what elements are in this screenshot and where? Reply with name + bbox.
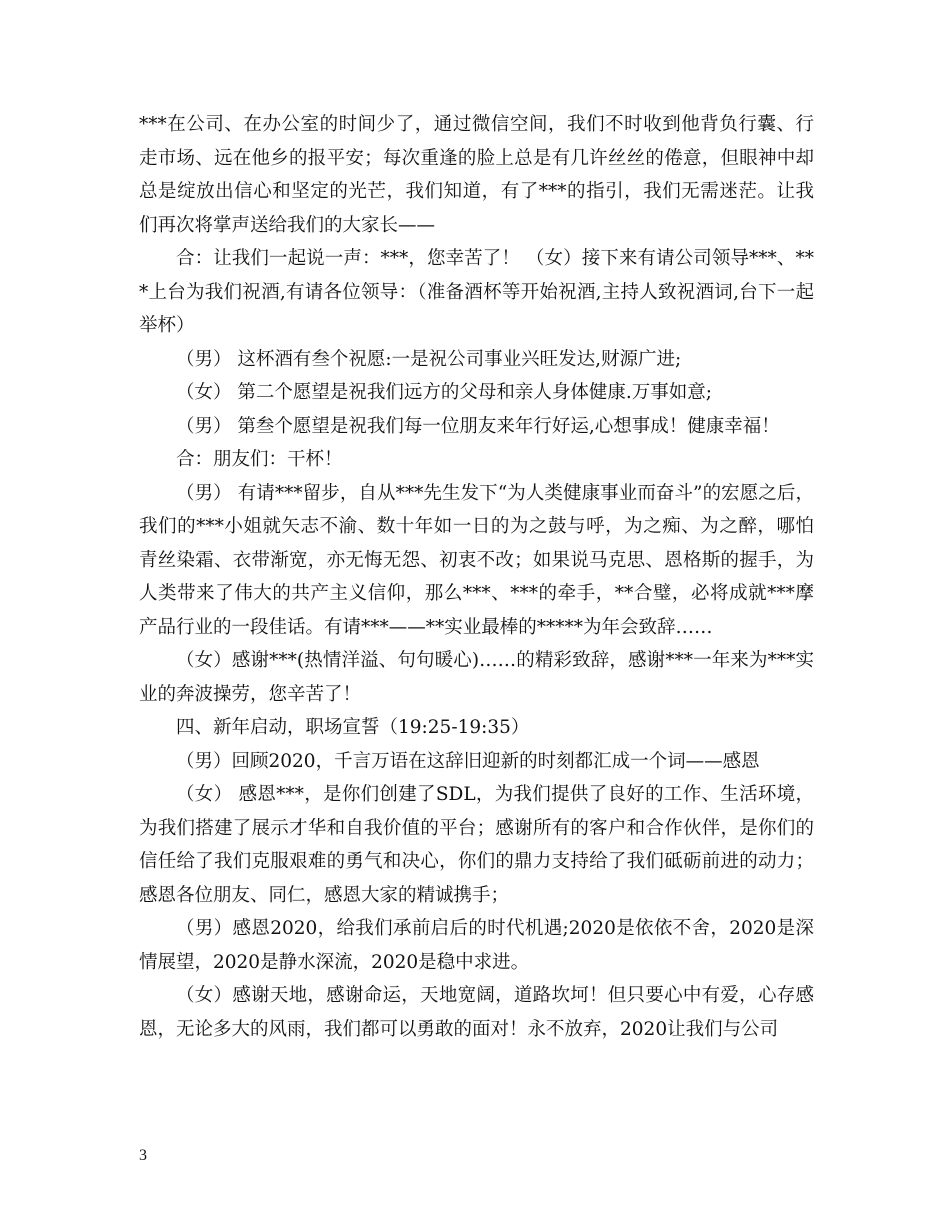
page-number: 3 [139,1147,147,1164]
section-heading: 四、新年启动，职场宣誓（19:25-19:35） [176,717,530,738]
paragraph-3: （男） 这杯酒有叁个祝愿:一是祝公司事业兴旺发达,财源广进; [176,348,682,370]
paragraph-10: （男）回顾2020，千言万语在这辞旧迎新的时刻都汇成一个词——感恩 [176,750,760,772]
paragraph-4: （女） 第二个愿望是祝我们远方的父母和亲人身体健康.万事如意; [176,382,712,403]
paragraph-11: （女） 感恩***，是你们创建了SDL，为我们提供了良好的工作、生活环境，为我们搭建了展示才华和自我价值的平台；感谢所有的客户和合作伙伴，是你们的信任给了我们克服艰难的勇气和决心，你们的鼎力支持给了我们砥砺前进的动力；感恩各位朋友、同仁，感恩大家的精诚携手； [139,784,814,906]
body-text [139,108,814,1046]
paragraph-6: 合：朋友们：干杯！ [176,449,343,470]
paragraph-1: ***在公司、在办公室的时间少了，通过微信空间，我们不时收到他背负行囊、行走市场、远在他乡的报平安；每次重逢的脸上总是有几许丝丝的倦意，但眼神中却总是绽放出信心和坚定的光芒，我们知道，有了***的指引，我们无需迷茫。让我们再次将掌声送给我们的大家长—— [139,114,814,236]
paragraph-7: （男） 有请***留步，自从***先生发下“为人类健康事业而奋斗”的宏愿之后，我们的***小姐就矢志不渝、数十年如一日的为之鼓与呼，为之痴、为之醉，哪怕青丝染霜、衣带渐宽，亦无悔无怨、初衷不改；如果说马克思、恩格斯的握手，为人类带来了伟大的共产主义信仰，那么***、***的牵手，**合璧，必将成就***摩产品行业的一段佳话。有请***——**实业最棒的*****为年会致辞…… [139,482,814,638]
paragraph-2: 合：让我们一起说一声：***，您幸苦了！ （女）接下来有请公司领导***、***上台为我们祝酒,有请各位领导：（准备酒杯等开始祝酒,主持人致祝酒词,台下一起举杯） [139,248,814,336]
paragraph-5: （男） 第叁个愿望是祝我们每一位朋友来年行好运,心想事成！健康幸福！ [176,415,780,437]
paragraph-8: （女）感谢***(热情洋溢、句句暖心)……的精彩致辞，感谢***一年来为***实业的奔波操劳，您辛苦了！ [139,650,814,705]
paragraph-13: （女）感谢天地，感谢命运，天地宽阔，道路坎坷！但只要心中有爱，心存感恩，无论多大的风雨，我们都可以勇敢的面对！永不放弃，2020让我们与公司 [139,985,814,1040]
paragraph-12: （男）感恩2020，给我们承前启后的时代机遇;2020是依依不舍，2020是深情展望，2020是静水深流，2020是稳中求进。 [139,918,814,973]
